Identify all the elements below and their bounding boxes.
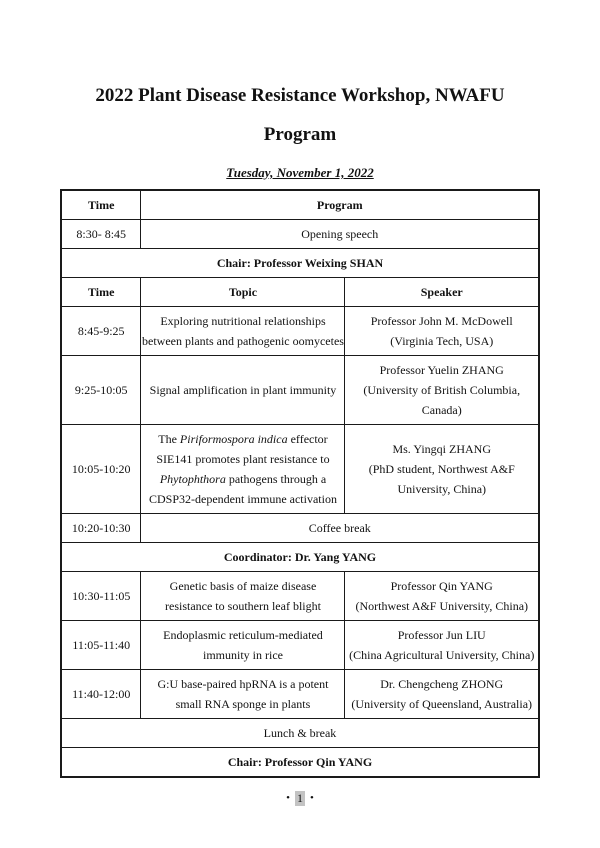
text-line: (University of Queensland, Australia): [351, 697, 533, 711]
time-cell: [61, 670, 141, 719]
text-line: 10:30-11:05: [72, 589, 131, 603]
time-cell: [61, 356, 141, 425]
table-row: [61, 719, 539, 748]
text-line: Endoplasmic reticulum-mediated: [163, 628, 323, 642]
document-title: 2022 Plant Disease Resistance Workshop, NWAFU: [95, 85, 505, 106]
text-line: 10:05-10:20: [71, 462, 131, 476]
table-row: [61, 190, 539, 220]
text-line: Professor John M. McDowell: [370, 314, 513, 328]
column-header: [141, 190, 539, 220]
text-line: (Northwest A&F University, China): [355, 599, 529, 613]
text-line: Professor Jun LIU: [397, 628, 486, 642]
table-row: [61, 670, 539, 719]
section-banner-cell: [61, 543, 539, 572]
text-line: Dr. Chengcheng ZHONG: [380, 677, 504, 691]
plain-text: pathogens through a: [225, 472, 327, 486]
table-row: [61, 514, 539, 543]
text-line: Speaker: [420, 285, 463, 299]
text-line: SIE141 promotes plant resistance to: [156, 452, 330, 466]
table-row: [61, 278, 539, 307]
plain-text: The: [158, 432, 180, 446]
column-header: [61, 278, 141, 307]
program-cell: [141, 220, 539, 249]
footer-decor-right: •: [310, 791, 314, 804]
table-row: [61, 220, 539, 249]
topic-cell: [141, 356, 345, 425]
footer-decor-left: •: [286, 791, 290, 804]
time-cell: [61, 621, 141, 670]
page-number: 1: [297, 790, 303, 805]
date-heading: Tuesday, November 1, 2022: [226, 165, 374, 180]
time-cell: [61, 307, 141, 356]
text-line: Professor Yuelin ZHANG: [379, 363, 504, 377]
text-line: Time: [88, 198, 115, 212]
topic-cell: [141, 621, 345, 670]
text-line: Lunch & break: [263, 726, 337, 740]
table-row: [61, 307, 539, 356]
column-header: [345, 278, 539, 307]
speaker-cell: [345, 670, 539, 719]
section-banner-cell: [61, 249, 539, 278]
speaker-cell: [345, 307, 539, 356]
speaker-cell: [345, 356, 539, 425]
page-footer: [0, 790, 600, 806]
text-line: between plants and pathogenic oomycetes: [142, 334, 344, 348]
topic-cell: [141, 572, 345, 621]
text-line: resistance to southern leaf blight: [165, 599, 321, 613]
text-line: Ms. Yingqi ZHANG: [392, 442, 492, 456]
text-line: Program: [316, 198, 363, 212]
time-cell: [61, 425, 141, 514]
text-line: small RNA sponge in plants: [175, 697, 311, 711]
text-line: (PhD student, Northwest A&F: [368, 462, 515, 476]
italic-text: Piriformospora indica: [179, 432, 288, 446]
table-row: [61, 621, 539, 670]
table-row: [61, 249, 539, 278]
topic-cell: [141, 670, 345, 719]
plain-text: effector: [287, 432, 328, 446]
text-line: (China Agricultural University, China): [349, 648, 535, 662]
text-line: Canada): [421, 403, 462, 417]
text-line: Professor Qin YANG: [390, 579, 493, 593]
text-line: Genetic basis of maize disease: [169, 579, 317, 593]
text-line: [141, 469, 344, 489]
text-line: Signal amplification in plant immunity: [149, 383, 337, 397]
program-table: [60, 189, 540, 778]
text-line: Exploring nutritional relationships: [160, 314, 326, 328]
table-row: [61, 748, 539, 778]
table-row: [61, 356, 539, 425]
speaker-cell: [345, 425, 539, 514]
program-cell: [141, 514, 539, 543]
time-cell: [61, 514, 141, 543]
text-line: 11:05-11:40: [72, 638, 131, 652]
text-line: CDSP32-dependent immune activation: [149, 492, 337, 506]
section-banner-cell: [61, 748, 539, 778]
text-line: immunity in rice: [202, 648, 283, 662]
text-line: [141, 429, 344, 449]
text-line: 8:30- 8:45: [76, 227, 127, 241]
column-header: [61, 190, 141, 220]
text-line: Chair: Professor Weixing SHAN: [216, 256, 384, 270]
program-table-body: [61, 190, 539, 777]
text-line: (University of British Columbia,: [363, 383, 521, 397]
text-line: Topic: [228, 285, 258, 299]
text-line: Chair: Professor Qin YANG: [227, 755, 373, 769]
italic-text: Phytophthora: [159, 472, 226, 486]
text-line: Time: [88, 285, 115, 299]
topic-cell: [141, 425, 345, 514]
time-cell: [61, 572, 141, 621]
column-header: [141, 278, 345, 307]
speaker-cell: [345, 621, 539, 670]
table-row: [61, 425, 539, 514]
text-line: 10:20-10:30: [71, 521, 131, 535]
text-line: 9:25-10:05: [74, 383, 128, 397]
text-line: 8:45-9:25: [77, 324, 125, 338]
text-line: Opening speech: [301, 227, 379, 241]
speaker-cell: [345, 572, 539, 621]
text-line: (Virginia Tech, USA): [390, 334, 494, 348]
time-cell: [61, 220, 141, 249]
document-subtitle: Program: [263, 124, 337, 145]
text-line: University, China): [397, 482, 487, 496]
table-row: [61, 543, 539, 572]
text-line: Coordinator: Dr. Yang YANG: [223, 550, 377, 564]
text-line: 11:40-12:00: [72, 687, 131, 701]
table-row: [61, 572, 539, 621]
topic-cell: [141, 307, 345, 356]
text-line: Coffee break: [308, 521, 371, 535]
text-line: G:U base-paired hpRNA is a potent: [157, 677, 329, 691]
section-banner-cell: [61, 719, 539, 748]
